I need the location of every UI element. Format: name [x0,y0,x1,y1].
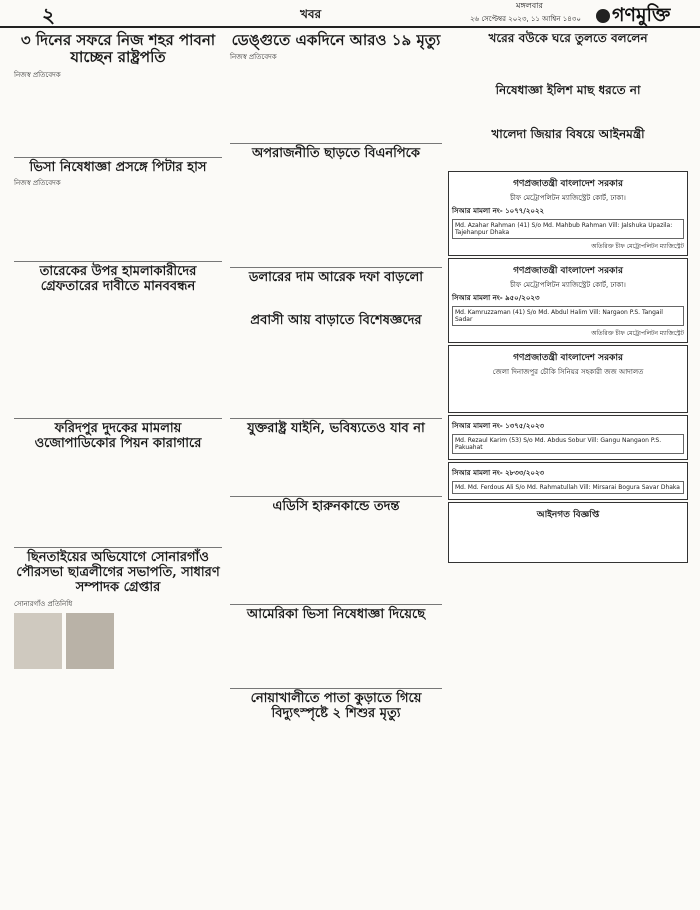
date-label: ২৬ সেপ্টেম্বর ২০২৩, ১১ আশ্বিন ১৪৩০ [470,15,581,23]
divider [230,688,442,689]
notice-court: চীফ মেট্রোপলিটন ম্যাজিস্ট্রেট কোর্ট, ঢাকা। [510,281,626,290]
article-body [230,625,442,685]
article-body [14,676,222,866]
divider [14,157,222,158]
byline: সোনারগাঁও প্রতিনিধি [14,600,73,608]
article-body [14,454,222,544]
portrait-photo [66,613,114,669]
headline-human-chain: তারেকের উপর হামলাকারীদের গ্রেফতারের দাবীতে মানববন্ধন [39,264,197,295]
portrait-photo [14,613,62,669]
article-body [230,331,442,415]
headline-adc-harun: এডিসি হারুনকান্ডে তদন্ত [272,499,400,514]
headline-noakhali: নোয়াখালীতে পাতা কুড়াতে গিয়ে বিদ্যুৎস্পৃষ্টে ২ শিশুর মৃত্যু [250,690,422,721]
divider [230,604,442,605]
legal-notice [448,171,688,256]
photo-row [14,613,222,673]
notice-case: সিআর মামলা নং- ১০৭৭/২০২২ [452,207,545,216]
notice-gov: গণপ্রজাতন্ত্রী বাংলাদেশ সরকার [513,353,623,364]
notice-case: সিআর মামলা নং- ৯৫০/২০২৩ [452,294,540,303]
article-body [14,297,222,415]
paper-name: গণমুক্তি [612,4,671,26]
divider [230,143,442,144]
page-number: ২ [42,3,56,27]
column-right-notices [448,30,688,565]
headline-bnp: অপরাজনীতি ছাড়তে বিএনপিকে [251,146,420,162]
article-body [230,724,442,852]
notice-gov: গণপ্রজাতন্ত্রী বাংলাদেশ সরকার [513,179,623,190]
article-body [230,288,442,312]
legal-notice [448,415,688,460]
headline-faridpur: ফরিদপুর দুদকের মামলায় ওজোপাডিকোর পিয়ন কারাগারে [34,421,202,452]
byline: নিজস্ব প্রতিবেদক [14,70,61,79]
byline: নিজস্ব প্রতিবেদক [14,179,61,188]
article-body [448,143,688,169]
headline-dollar: ডলারের দাম আরেক দফা বাড়লো [248,270,424,286]
paper-logo [596,1,670,33]
article-body [230,517,442,601]
masthead [0,0,700,28]
notice-case: সিআর মামলা নং- ২৮৩৩/২০২৩ [452,469,545,478]
divider [230,496,442,497]
legal-notice [448,258,688,343]
notice-case: সিআর মামলা নং- ১৩৭৫/২০২৩ [452,422,545,431]
notice-address: Md. Azahar Rahman (41) S/o Md. Mahbub Rahman Vill: Jalshuka Upazila: Tajehanpur Dhaka [452,219,684,239]
headline-us-visa: আমেরিকা ভিসা নিষেধাজ্ঞা দিয়েছে [246,606,426,622]
notice-address: Md. Kamruzzaman (41) S/o Md. Abdul Halim Vill: Nargaon P.S. Tangail Sadar [452,306,684,326]
notice-gov: গণপ্রজাতন্ত্রী বাংলাদেশ সরকার [513,266,623,277]
headline-president: ৩ দিনের সফরে নিজ শহর পাবনা যাচ্ছেন রাষ্ট্রপতি [20,31,216,67]
notice-body [452,379,684,409]
headline-sonargaon: ছিনতাইয়ের অভিযোগে সোনারগাঁও পৌরসভা ছাত্রলীগের সভাপতি, সাধারণ সম্পাদক গ্রেপ্তার [16,550,220,596]
notice-sign: অতিরিক্ত চীফ মেট্রোপলিটন ম্যাজিস্ট্রেট [591,243,684,251]
notice-title: আইনগত বিজ্ঞপ্তি [536,510,600,521]
notice-court: জেলা দিনাজপুর চৌকি সিনিয়র সহকারী জজ আদালত [492,368,644,377]
article-body [448,48,688,82]
headline-usa: যুক্তরাষ্ট্র যাইনি, ভবিষ্যতেও যাব না [247,421,425,437]
divider [14,418,222,419]
legal-notice-dinajpur [448,345,688,413]
headline-remittance: প্রবাসী আয় বাড়াতে বিশেষজ্ঞদের [250,313,422,329]
headline-hilsa: নিষেধাজ্ঞা ইলিশ মাছ ধরতে না [495,82,641,97]
logo-icon [596,9,610,23]
article-body [448,100,688,126]
headline-khaleda: খালেদা জিয়ার বিষয়ে আইনমন্ত্রী [491,126,645,141]
byline: নিজস্ব প্রতিবেদক [230,53,277,62]
headline-dengue: ডেঙ্গুতে একদিনে আরও ১৯ মৃত্যু [231,31,441,49]
article-body [230,164,442,264]
headline-daughter-in-law: খরের বউকে ঘরে তুলতে বললেন [488,31,648,45]
headline-visa: ভিসা নিষেধাজ্ঞা প্রসঙ্গে পিটার হাস [29,159,207,175]
article-body [230,439,442,493]
notice-address: Md. Rezaul Karim (53) S/o Md. Abdus Sobur Vill: Gangu Nangaon P.S. Pakuahat [452,434,684,454]
legal-notice-advertisement [448,502,688,563]
divider [14,261,222,262]
divider [230,418,442,419]
notice-body [452,523,684,559]
article-body [14,82,222,154]
column-left [14,30,222,866]
notice-sign: অতিরিক্ত চীফ মেট্রোপলিটন ম্যাজিস্ট্রেট [591,330,684,338]
divider [230,267,442,268]
article-body [14,190,222,258]
legal-notice [448,462,688,500]
notice-court: চীফ মেট্রোপলিটন ম্যাজিস্ট্রেট কোর্ট, ঢাকা। [510,194,626,203]
notice-address: Md. Md. Ferdous Ali S/o Md. Rahmatullah Vill: Mirsarai Bogura Savar Dhaka [452,481,684,494]
divider [14,547,222,548]
column-middle [230,30,442,852]
section-title: খবর [300,7,322,21]
day-label: মঙ্গলবার [516,1,543,10]
article-body [230,64,442,140]
